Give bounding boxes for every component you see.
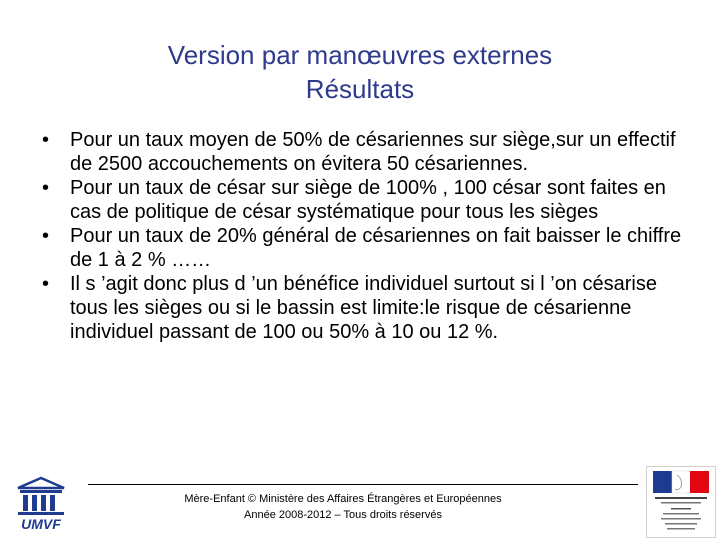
bullet-text: Pour un taux moyen de 50% de césariennes sur siège,sur un effectif de 2500 accouchements on évitera 50 césariennes. [70,129,676,175]
bullet-icon: • [42,225,50,247]
footer-line2: Année 2008-2012 – Tous droits réservés [244,509,442,521]
bullet-item [40,128,690,176]
bullet-icon: • [42,177,50,199]
bullet-text: Il s ’agit donc plus d ’un bénéfice individuel surtout si l ’on césarise tous les sièges ou si le bassin est limite:le risque de césarienne individuel passant de 100 ou 50% à 10 ou 12 %. [70,273,657,343]
footer-line1: Mère-Enfant © Ministère des Affaires Étrangères et Européennes [184,493,502,505]
slide-title-line1: Version par manœuvres externes [167,40,553,70]
bullet-list [40,128,690,344]
french-ministry-logo-icon [647,467,715,537]
umvf-logo [12,474,70,532]
university-building-icon [12,474,70,532]
bullet-icon: • [42,129,50,151]
bullet-item [40,272,690,344]
footer-divider [88,484,638,485]
bullet-icon: • [42,273,50,295]
ministry-logo [646,466,716,538]
slide-title [0,38,720,106]
bullet-text: Pour un taux de césar sur siège de 100% , 100 césar sont faites en cas de politique de césar systématique pour tous les sièges [70,177,666,223]
footer [88,491,598,523]
bullet-item [40,224,690,272]
bullet-item [40,176,690,224]
umvf-logo-text: UMVF [21,516,61,532]
slide-title-line2: Résultats [305,74,415,104]
bullet-text: Pour un taux de 20% général de césariennes on fait baisser le chiffre de 1 à 2 % …… [70,225,682,271]
